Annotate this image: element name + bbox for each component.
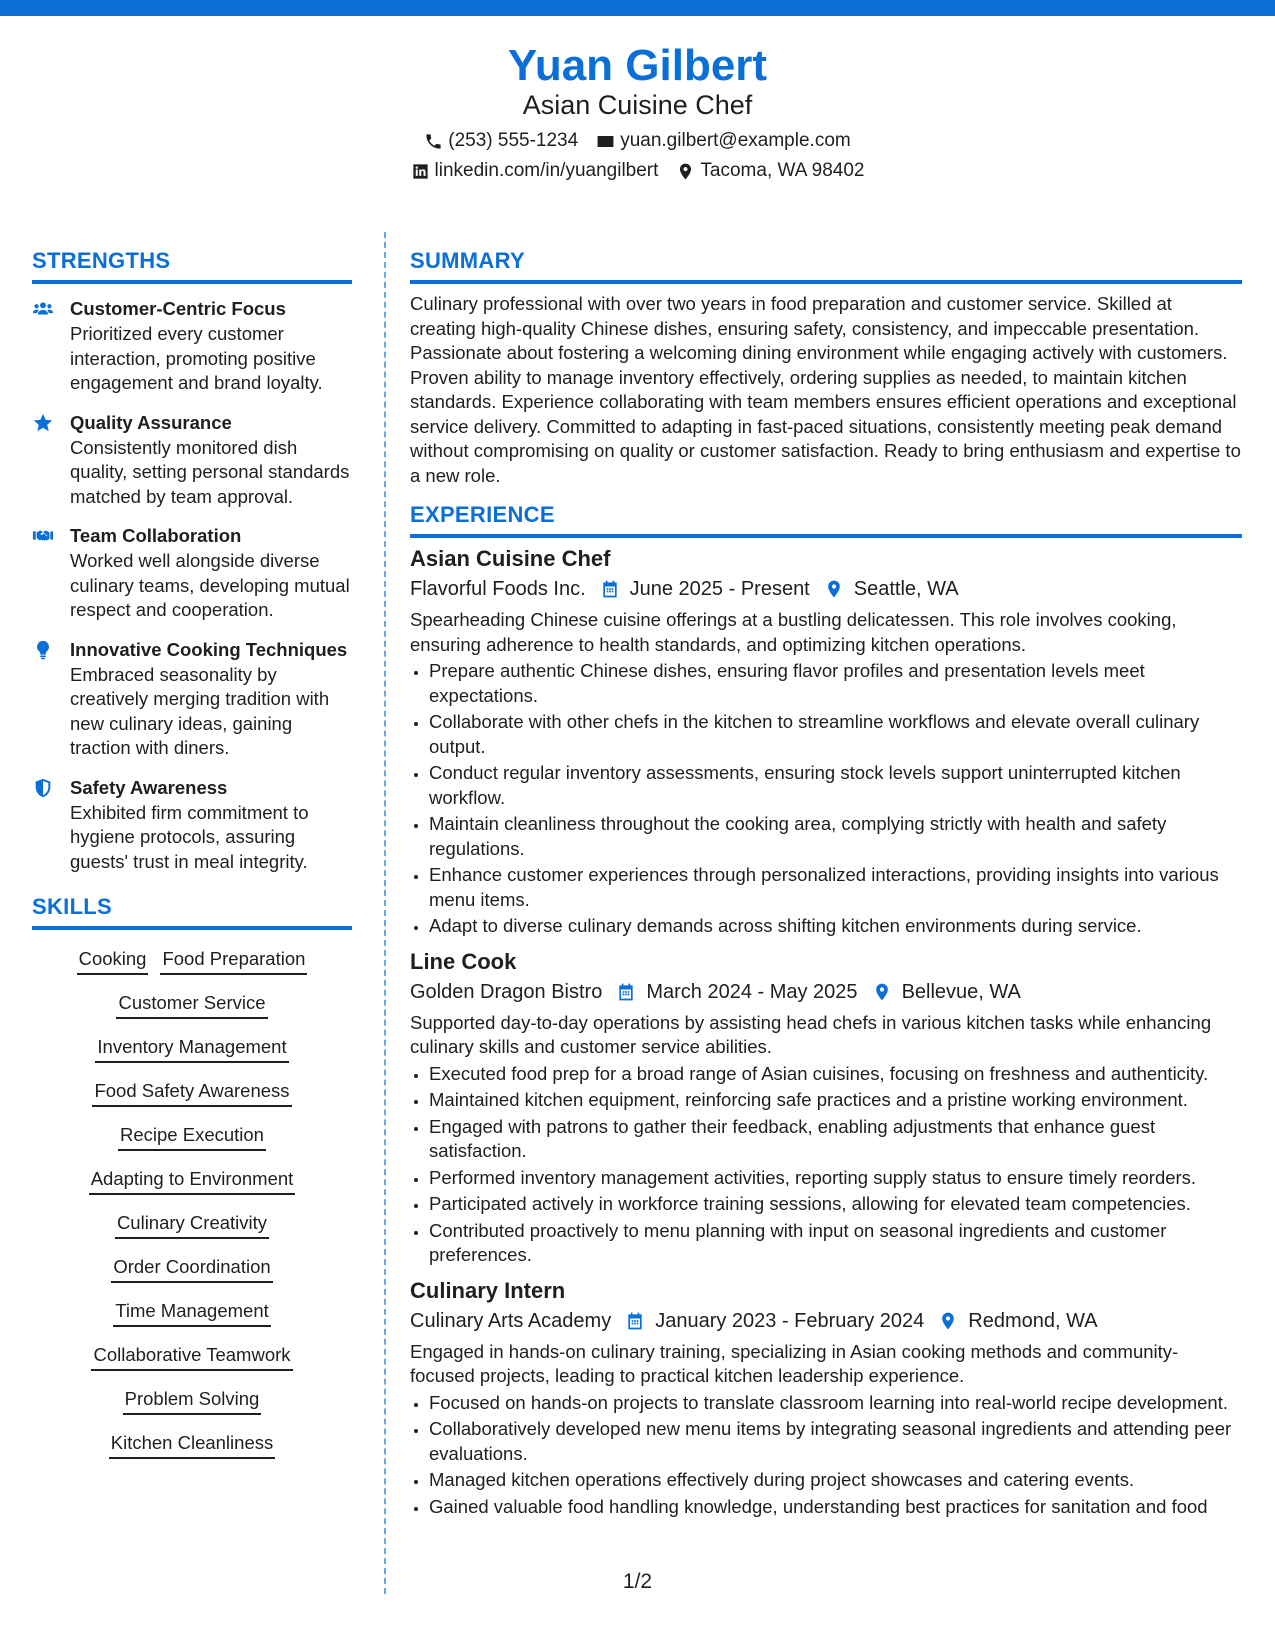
summary-heading: SUMMARY — [410, 248, 525, 273]
job-location: Seattle, WA — [853, 578, 959, 600]
job-title: Culinary Intern — [410, 1277, 566, 1303]
job-description: Engaged in hands-on culinary training, specializing in Asian cooking methods and community-focused projects, leading to practical kitchen leadership experience. — [410, 1340, 1179, 1386]
skill-tag: Cooking — [77, 946, 149, 975]
skill-tag: Time Management — [113, 1298, 271, 1327]
envelope-icon — [596, 132, 615, 151]
strength-item — [32, 775, 352, 875]
strength-title: Customer-Centric Focus — [70, 298, 286, 319]
left-column — [32, 246, 352, 1459]
phone-contact — [424, 126, 578, 156]
bullet-item: • Performed inventory management activities, reporting supply status to ensure timely reorders. — [429, 1166, 1242, 1191]
bullet-item: • Collaborate with other chefs in the kitchen to streamline workflows and elevate overall culinary output. — [429, 710, 1242, 759]
job-dates: March 2024 - May 2025 — [646, 980, 858, 1003]
linkedin-text: linkedin.com/in/yuangilbert — [434, 160, 659, 181]
strength-desc: Worked well alongside diverse culinary teams, developing mutual respect and cooperation. — [70, 550, 350, 620]
strength-title: Safety Awareness — [70, 776, 228, 798]
strengths-rule — [32, 280, 352, 284]
email-contact[interactable] — [596, 126, 851, 156]
experience-rule — [410, 534, 1242, 538]
map-pin-icon — [938, 1311, 958, 1331]
bullet-item: • Prepare authentic Chinese dishes, ensuring flavor profiles and presentation levels meet expectations. — [429, 659, 1242, 708]
job-location: Bellevue, WA — [901, 980, 1021, 1003]
job-dates: June 2025 - Present — [629, 578, 810, 600]
contact-row-2 — [0, 156, 1275, 186]
job-bullets — [410, 1062, 1242, 1268]
summary-text: Culinary professional with over two years in food preparation and customer service. Skilled at creating high-quality Chinese dishes, ensuring safety, consistency, and impeccable presentation. Passionate about fostering a welcoming dining environment while engaging actively with customers. Proven ability to manage inventory effectively, ordering supplies as needed, to maintain kitchen standards. Experience collaborating with team members ensures efficient operations and exceptional service delivery. Committed to adapting in fast-paced situations, consistently meeting peak demand without compromising on quality or customer satisfaction. Ready to bring enthusiasm and expertise to a new role. — [410, 293, 1241, 486]
job-bullets — [410, 659, 1242, 939]
bullet-item: • Collaboratively developed new menu items by integrating seasonal ingredients and attending peer evaluations. — [429, 1417, 1242, 1466]
resume-header — [0, 40, 1275, 186]
star-icon — [32, 412, 54, 434]
column-divider — [384, 232, 386, 1594]
bullet-item: • Managed kitchen operations effectively during project showcases and catering events. — [429, 1468, 1242, 1493]
map-pin-icon — [824, 579, 844, 599]
strength-title: Quality Assurance — [70, 411, 232, 433]
bullet-item: • Adapt to diverse culinary demands across shifting kitchen environments during service. — [429, 914, 1242, 939]
job-description: Supported day-to-day operations by assisting head chefs in various kitchen tasks while enhancing culinary skills and customer service abilities. — [410, 1011, 1212, 1057]
job-meta — [410, 574, 1242, 604]
skill-tag: Food Safety Awareness — [92, 1078, 291, 1107]
candidate-title: Asian Cuisine Chef — [522, 90, 753, 120]
experience-heading: EXPERIENCE — [410, 502, 555, 527]
strength-item — [32, 637, 352, 761]
linkedin-icon — [411, 162, 430, 181]
strength-desc: Prioritized every customer interaction, promoting positive engagement and brand loyalty. — [70, 323, 323, 393]
calendar-icon — [616, 982, 636, 1002]
skill-tag: Kitchen Cleanliness — [109, 1430, 275, 1459]
job-meta — [410, 1306, 1242, 1336]
skill-tag: Problem Solving — [123, 1386, 262, 1415]
skill-tag: Recipe Execution — [118, 1122, 266, 1151]
job-company: Golden Dragon Bistro — [410, 980, 603, 1003]
contact-row-1 — [0, 126, 1275, 156]
skill-tag: Food Preparation — [160, 946, 307, 975]
strength-desc: Exhibited firm commitment to hygiene protocols, assuring guests' trust in meal integrity. — [70, 801, 309, 872]
skills-heading: SKILLS — [32, 894, 113, 919]
location-contact — [676, 156, 864, 186]
skill-tag: Collaborative Teamwork — [91, 1342, 292, 1371]
calendar-icon — [625, 1311, 645, 1331]
calendar-icon — [600, 579, 620, 599]
skill-tag: Adapting to Environment — [89, 1166, 296, 1195]
bullet-item: • Conduct regular inventory assessments, ensuring stock levels support uninterrupted kitchen workflow. — [429, 761, 1242, 810]
skills-list — [32, 942, 352, 1459]
job-title: Line Cook — [410, 948, 517, 974]
map-pin-icon — [872, 982, 892, 1002]
users-icon — [32, 298, 54, 320]
job-location: Redmond, WA — [968, 1309, 1098, 1332]
job-meta — [410, 977, 1242, 1007]
strength-item — [32, 523, 352, 623]
strength-title: Team Collaboration — [70, 525, 242, 546]
strengths-heading: STRENGTHS — [32, 248, 171, 273]
location-text: Tacoma, WA 98402 — [700, 160, 865, 181]
shield-icon — [32, 777, 54, 799]
top-accent-bar — [0, 0, 1275, 16]
job-title: Asian Cuisine Chef — [410, 546, 611, 571]
skill-tag: Culinary Creativity — [115, 1210, 269, 1239]
job-bullets — [410, 1391, 1242, 1520]
job-entry — [410, 947, 1242, 1268]
phone-text: (253) 555-1234 — [448, 130, 579, 151]
email-text: yuan.gilbert@example.com — [620, 130, 851, 151]
map-pin-icon — [676, 162, 695, 181]
skills-rule — [32, 926, 352, 930]
skill-tag: Customer Service — [116, 990, 267, 1019]
job-company: Culinary Arts Academy — [410, 1309, 612, 1332]
strength-title: Innovative Cooking Techniques — [70, 638, 348, 660]
right-column — [410, 246, 1242, 1521]
summary-rule — [410, 280, 1242, 284]
lightbulb-icon — [32, 639, 54, 661]
bullet-item: • Contributed proactively to menu planning with input on seasonal ingredients and customer preferences. — [429, 1219, 1242, 1268]
handshake-icon — [32, 525, 54, 547]
job-company: Flavorful Foods Inc. — [410, 578, 586, 600]
bullet-item: • Maintain cleanliness throughout the cooking area, complying strictly with health and safety regulations. — [429, 812, 1242, 861]
job-description: Spearheading Chinese cuisine offerings at a bustling delicatessen. This role involves cooking, ensuring adherence to health standards, and optimizing kitchen operations. — [410, 609, 1177, 655]
job-entry — [410, 544, 1242, 939]
bullet-item: • Participated actively in workforce training sessions, allowing for elevated team competencies. — [429, 1192, 1242, 1217]
page-number: 1/2 — [622, 1570, 653, 1593]
skill-tag: Order Coordination — [111, 1254, 272, 1283]
strength-item — [32, 410, 352, 510]
strength-desc: Embraced seasonality by creatively merging tradition with new culinary ideas, gaining traction with diners. — [70, 663, 330, 758]
bullet-item: • Executed food prep for a broad range of Asian cuisines, focusing on freshness and authenticity. — [429, 1062, 1242, 1087]
bullet-item: • Engaged with patrons to gather their feedback, enabling adjustments that enhance guest satisfaction. — [429, 1115, 1242, 1164]
bullet-item: • Focused on hands-on projects to translate classroom learning into real-world recipe development. — [429, 1391, 1242, 1416]
linkedin-contact[interactable] — [411, 156, 659, 186]
bullet-item: • Maintained kitchen equipment, reinforcing safe practices and a pristine working environment. — [429, 1088, 1242, 1113]
skill-tag: Inventory Management — [95, 1034, 288, 1063]
phone-icon — [424, 132, 443, 151]
strength-desc: Consistently monitored dish quality, setting personal standards matched by team approval. — [70, 436, 350, 507]
job-dates: January 2023 - February 2024 — [655, 1309, 925, 1332]
job-entry — [410, 1276, 1242, 1520]
bullet-item: • Gained valuable food handling knowledge, understanding best practices for sanitation and food — [429, 1495, 1242, 1520]
bullet-item: • Enhance customer experiences through personalized interactions, providing insights into various menu items. — [429, 863, 1242, 912]
strength-item — [32, 296, 352, 396]
candidate-name: Yuan Gilbert — [507, 41, 768, 90]
